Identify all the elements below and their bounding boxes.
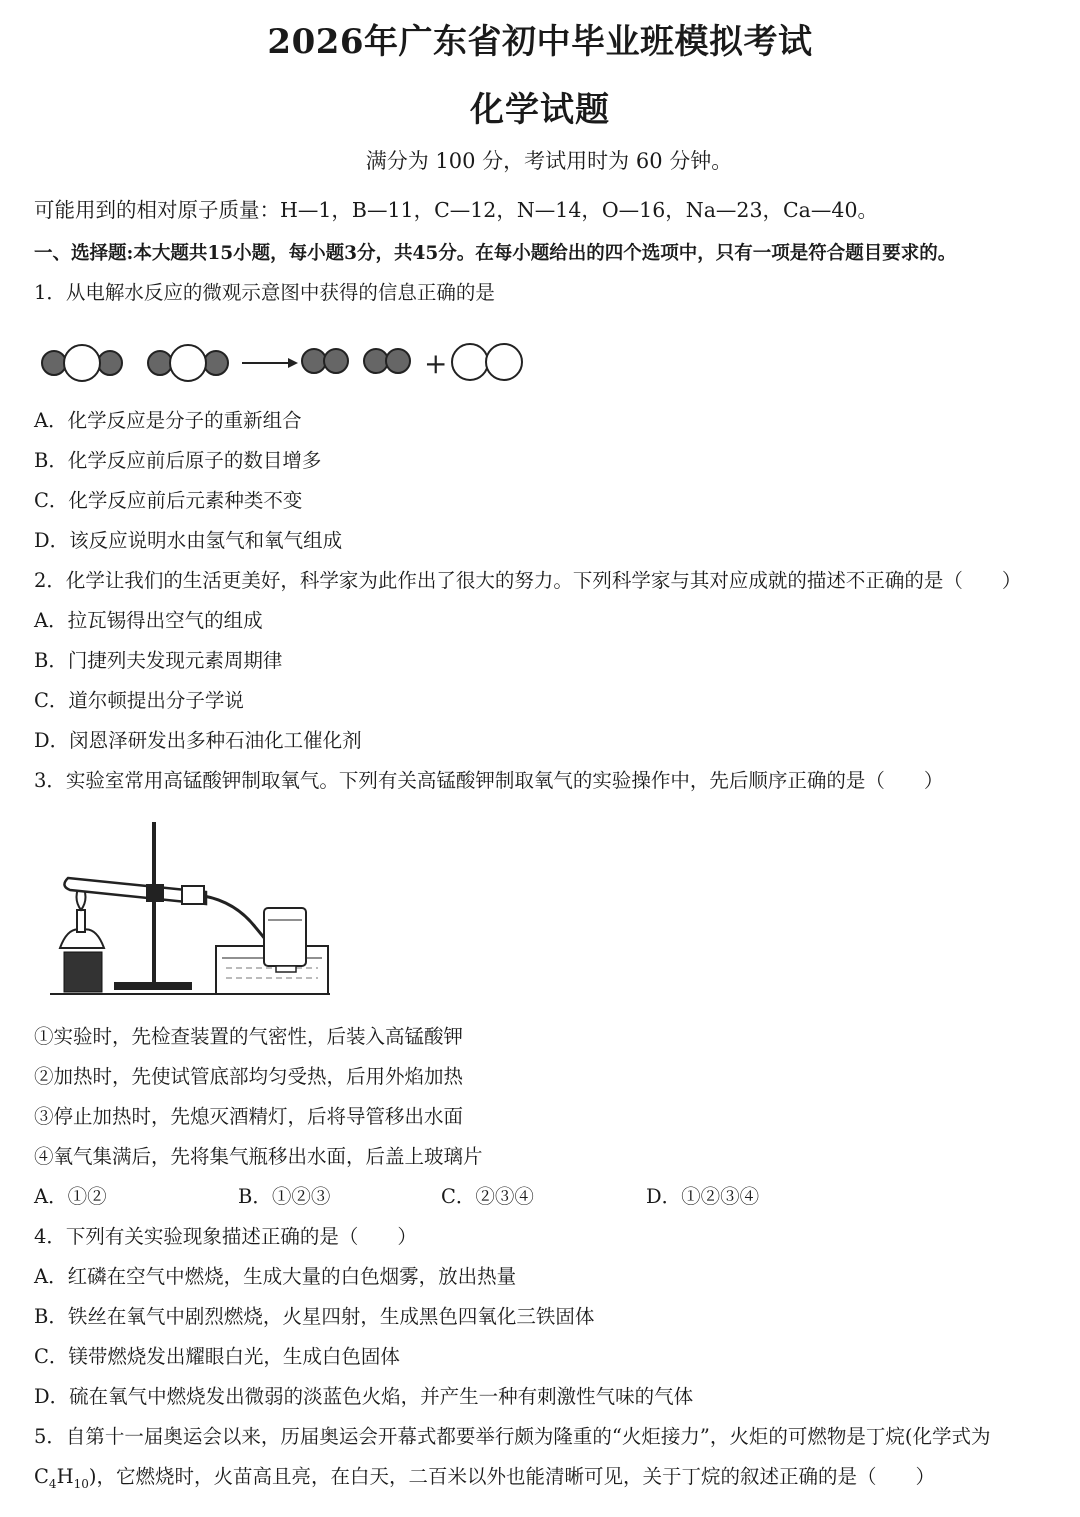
hydrogen-molecule-icon — [302, 349, 348, 373]
atomic-masses: 可能用到的相对原子质量：H—1，B—11，C—12，N—14，O—16，Na—23，Ca—40。 — [34, 198, 878, 222]
question-1-option-b: B．化学反应前后原子的数目增多 — [34, 449, 322, 472]
question-4-stem: 4．下列有关实验现象描述正确的是（ ） — [34, 1225, 417, 1248]
question-2-option-a: A．拉瓦锡得出空气的组成 — [34, 609, 263, 632]
formula-c: C — [34, 1465, 49, 1488]
clamp-icon — [146, 884, 164, 902]
plus-sign: + — [424, 347, 448, 380]
score-note: 满分为 100 分，考试用时为 60 分钟。 — [365, 149, 733, 173]
question-4-option-b: B．铁丝在氧气中剧烈燃烧，火星四射，生成黑色四氧化三铁固体 — [34, 1305, 595, 1328]
question-3-statement-1: ①实验时，先检查装置的气密性，后装入高锰酸钾 — [34, 1025, 464, 1048]
question-2-option-c: C．道尔顿提出分子学说 — [34, 689, 244, 712]
question-3-stem: 3．实验室常用高锰酸钾制取氧气。下列有关高锰酸钾制取氧气的实验操作中，先后顺序正确的是（ ） — [34, 769, 944, 792]
alcohol-lamp-icon — [60, 882, 104, 992]
formula-h-subscript: 10 — [73, 1476, 89, 1491]
question-1-option-d: D．该反应说明水由氢气和氧气组成 — [34, 529, 343, 552]
stand-base-icon — [114, 982, 192, 990]
question-4-option-a: A．红磷在空气中燃烧，生成大量的白色烟雾，放出热量 — [34, 1265, 517, 1288]
question-4-option-d: D．硫在氧气中燃烧发出微弱的淡蓝色火焰，并产生一种有刺激性气味的气体 — [34, 1385, 694, 1408]
formula-h: H — [56, 1465, 74, 1488]
exam-subject: 化学试题 — [470, 90, 610, 130]
water-molecule-icon — [148, 345, 228, 381]
question-3-option-b: B．①②③ — [238, 1185, 331, 1208]
gas-bottle-icon — [264, 908, 306, 972]
question-2-option-b: B．门捷列夫发现元素周期律 — [34, 649, 283, 672]
electrolysis-molecule-diagram — [30, 332, 540, 396]
question-3-statement-3: ③停止加热时，先熄灭酒精灯，后将导管移出水面 — [34, 1105, 464, 1128]
question-3-option-d: D．①②③④ — [646, 1185, 760, 1208]
hydrogen-molecule-icon — [364, 349, 410, 373]
oxygen-molecule-icon — [452, 344, 522, 380]
question-3-statement-2: ②加热时，先使试管底部均匀受热，后用外焰加热 — [34, 1065, 464, 1088]
question-1-option-c: C．化学反应前后元素种类不变 — [34, 489, 303, 512]
section-heading: 一、选择题:本大题共15小题，每小题3分，共45分。在每小题给出的四个选项中，只有一项是符合题目要求的。 — [34, 243, 957, 264]
question-5-stem-rest: )，它燃烧时，火苗高且亮，在白天，二百米以外也能清晰可见，关于丁烷的叙述正确的是（ ） — [88, 1465, 935, 1488]
question-1-option-a: A．化学反应是分子的重新组合 — [34, 409, 302, 432]
reaction-arrow-icon — [242, 358, 298, 368]
question-3-statement-4: ④氧气集满后，先将集气瓶移出水面，后盖上玻璃片 — [34, 1145, 483, 1168]
water-molecule-icon — [42, 345, 122, 381]
question-2-stem: 2．化学让我们的生活更美好，科学家为此作出了很大的努力。下列科学家与其对应成就的描述不正确的是（ ） — [34, 569, 1022, 592]
question-5-stem-line-1: 5．自第十一届奥运会以来，历届奥运会开幕式都要举行颇为隆重的“火炬接力”，火炬的可燃物是丁烷(化学式为 — [34, 1425, 991, 1448]
question-1-stem: 1．从电解水反应的微观示意图中获得的信息正确的是 — [34, 281, 495, 304]
question-2-option-d: D．闵恩泽研发出多种石油化工催化剂 — [34, 729, 362, 752]
oxygen-apparatus-diagram — [46, 820, 336, 1000]
question-4-option-c: C．镁带燃烧发出耀眼白光，生成白色固体 — [34, 1345, 400, 1368]
exam-title: 2026年广东省初中毕业班模拟考试 — [267, 22, 813, 62]
question-5-stem-line-2 — [34, 1464, 935, 1497]
question-3-option-c: C．②③④ — [441, 1185, 534, 1208]
question-3-option-a: A．①② — [34, 1185, 107, 1208]
formula-c-subscript: 4 — [48, 1476, 57, 1491]
